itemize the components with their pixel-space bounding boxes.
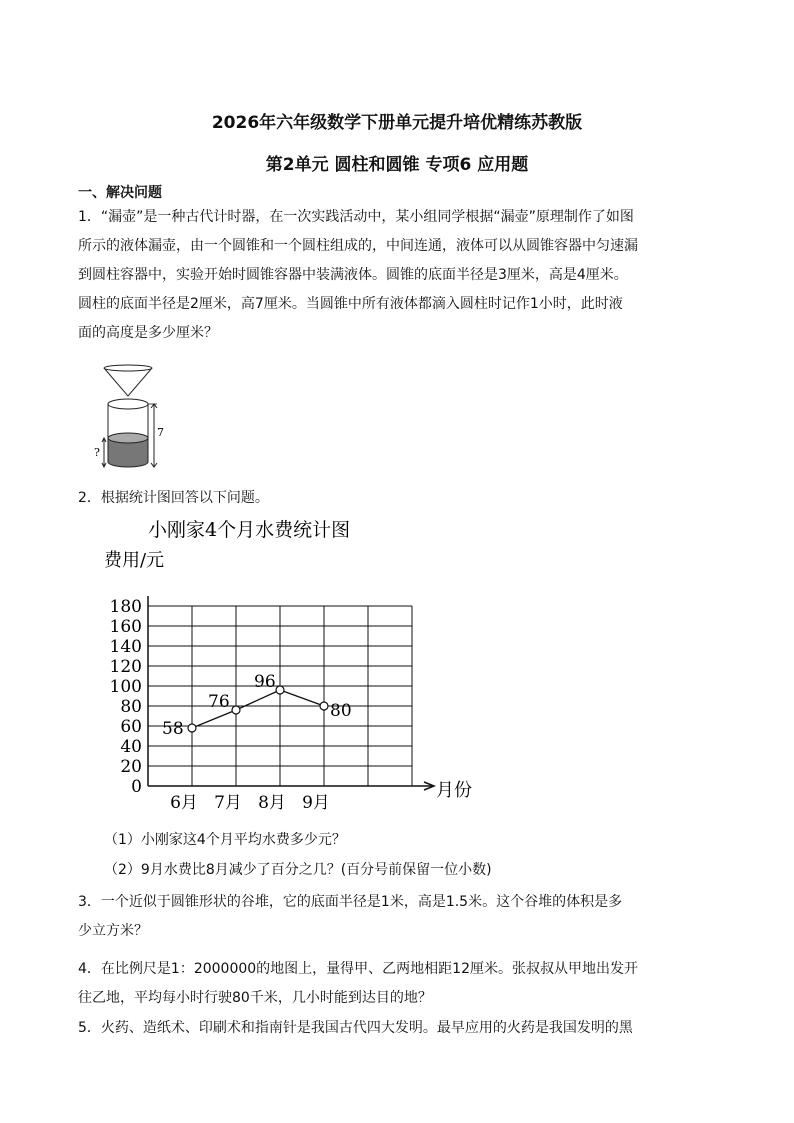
- question-2-part-2-text: （2）9月水费比8月减少了百分之几？(百分号前保留一位小数): [104, 862, 492, 878]
- cone-body: [104, 368, 152, 396]
- y-tick-label: 80: [120, 697, 142, 717]
- data-point: [188, 724, 196, 732]
- water-fee-line-chart: [98, 514, 498, 814]
- cone-rim: [104, 365, 152, 371]
- liquid-surface: [108, 433, 148, 443]
- document-title: 2026年六年级数学下册单元提升培优精练苏教版: [211, 113, 583, 133]
- question-2-part-2: [104, 856, 744, 885]
- question-1-line: 面的高度是多少厘米？: [78, 325, 218, 341]
- data-point: [320, 702, 328, 710]
- data-point: [232, 706, 240, 714]
- y-tick-label: 20: [120, 757, 142, 777]
- y-tick-label: 140: [109, 637, 142, 657]
- question-1-line: 1．“漏壶”是一种古代计时器，在一次实践活动中，某小组同学根据“漏壶”原理制作了如图: [78, 209, 634, 225]
- y-tick-label: 60: [120, 717, 142, 737]
- question-2: [78, 484, 718, 513]
- data-label: 58: [162, 719, 184, 739]
- data-point: [276, 686, 284, 694]
- data-label: 80: [330, 701, 352, 721]
- y-tick-label: 100: [109, 677, 142, 697]
- x-tick-label: 7月: [214, 793, 242, 813]
- x-tick-label: 9月: [302, 793, 330, 813]
- question-1: [78, 203, 718, 348]
- question-3-line: 少立方米？: [78, 923, 148, 939]
- question-3: [78, 888, 718, 946]
- question-1-line: 到圆柱容器中，实验开始时圆锥容器中装满液体。圆锥的底面半径是3厘米，高是4厘米。: [78, 267, 628, 283]
- y-axis-label: 费用/元: [104, 550, 165, 571]
- question-5-line: 5．火药、造纸术、印刷术和指南针是我国古代四大发明。最早应用的火药是我国发明的黑: [78, 1020, 633, 1036]
- x-tick-label: 6月: [170, 793, 198, 813]
- x-tick-label: 8月: [258, 793, 286, 813]
- section-heading: 一、解决问题: [78, 185, 162, 201]
- question-2-part-1-text: （1）小刚家这4个月平均水费多少元？: [104, 832, 346, 848]
- question-2-part-1: [104, 826, 744, 855]
- x-axis-label: 月份: [436, 780, 472, 801]
- y-tick-label: 160: [109, 617, 142, 637]
- chart-grid: [148, 606, 412, 786]
- chart-axes: [148, 596, 434, 790]
- y-tick-label: 40: [120, 737, 142, 757]
- data-label: 96: [254, 672, 276, 692]
- chart-title: 小刚家4个月水费统计图: [148, 519, 351, 541]
- question-4-line: 4．在比例尺是1：2000000的地图上，量得甲、乙两地相距12厘米。张叔叔从甲地出发开: [78, 961, 638, 977]
- question-4-line: 往乙地，平均每小时行驶80千米，几小时能到达目的地？: [78, 990, 432, 1006]
- question-5: [78, 1014, 718, 1043]
- document-subtitle: 第2单元 圆柱和圆锥 专项6 应用题: [265, 155, 529, 175]
- question-2-intro: 2．根据统计图回答以下问题。: [78, 490, 269, 506]
- height-label: 7: [157, 426, 164, 439]
- y-tick-label: 0: [131, 777, 142, 797]
- data-label: 76: [208, 692, 230, 712]
- question-3-line: 3．一个近似于圆锥形状的谷堆，它的底面半径是1米，高是1.5米。这个谷堆的体积是多: [78, 894, 623, 910]
- question-1-line: 圆柱的底面半径是2厘米，高7厘米。当圆锥中所有液体都滴入圆柱时记作1小时，此时液: [78, 296, 623, 312]
- question-1-line: 所示的液体漏壶，由一个圆锥和一个圆柱组成的，中间连通，液体可以从圆锥容器中匀速漏: [78, 238, 638, 254]
- y-tick-label: 120: [109, 657, 142, 677]
- water-clock-figure: [94, 364, 174, 470]
- question-4: [78, 955, 718, 1013]
- unknown-label: ?: [94, 446, 100, 459]
- cylinder-top: [108, 399, 148, 409]
- y-tick-label: 180: [109, 597, 142, 617]
